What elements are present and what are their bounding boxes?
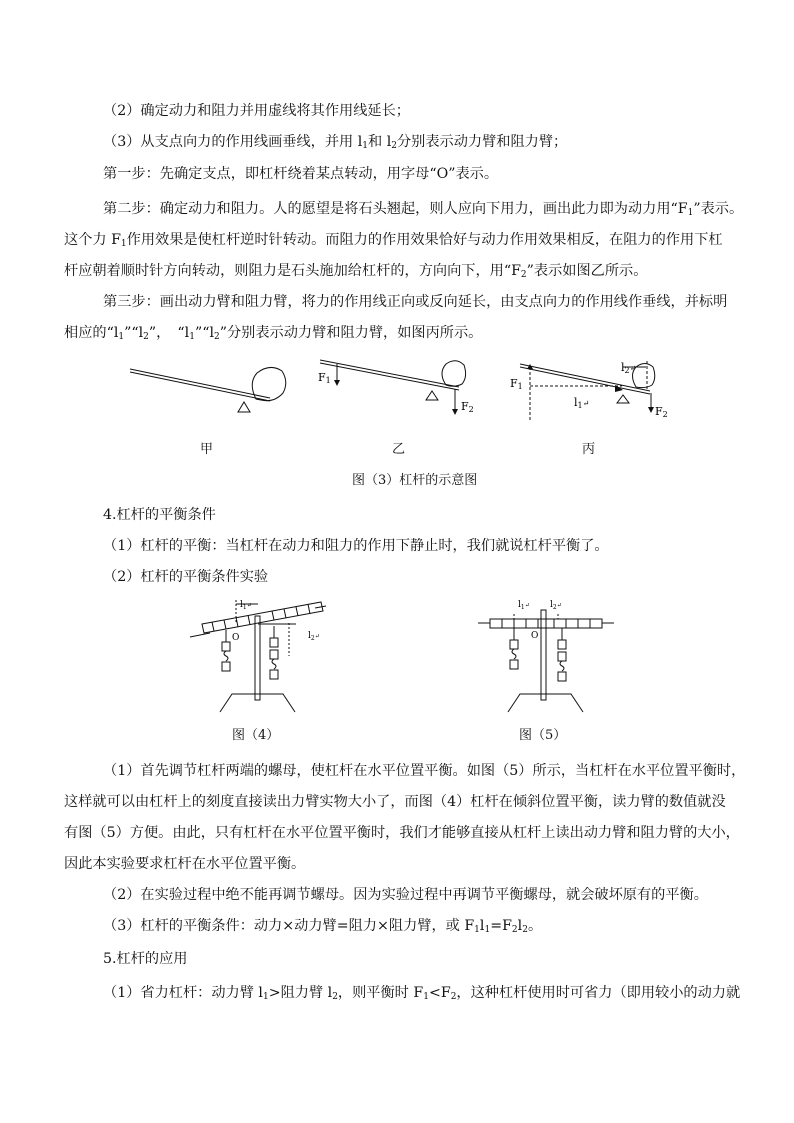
second-step-line-3: 杆应朝着顺时针方向转动，则阻力是石头施加给杠杆的，方向向下，用“$F_2$”表示如图乙所示。: [64, 263, 648, 280]
fulcrum-bing-icon: [617, 395, 629, 403]
svg-text:F2: F2: [655, 405, 668, 419]
experiment-heading: （2）杠杆的平衡条件实验: [103, 569, 269, 585]
lever-yi: [320, 360, 466, 411]
figure-3-caption: 图（3）杠杆的示意图: [352, 473, 478, 488]
paragraph-line-1: （1）首先调节杠杆两端的螺母，使杠杆在水平位置平衡。如图（5）所示，当杠杆在水平位置平衡时，: [103, 763, 746, 779]
fulcrum-yi-icon: [426, 391, 438, 400]
svg-text:F1: F1: [318, 371, 331, 385]
svg-text:l1↵: l1↵: [574, 396, 590, 410]
svg-text:l2↵: $l_2^↵$: [550, 600, 562, 611]
balance-definition: （1）杠杆的平衡：当杠杆在动力和阻力的作用下静止时，我们就说杠杆平衡了。: [103, 538, 609, 554]
step-3-text: （3）从支点向力的作用线画垂线，并用 $l_1$和 $l_2$分别表示动力臂和阻力臂；: [103, 134, 568, 151]
figure-5-diagram: [476, 596, 616, 716]
figure-label-yi: 乙: [392, 442, 406, 457]
paragraph-line-3: 有图（5）方便。由此，只有杠杆在水平位置平衡时，我们才能够直接从杠杆上读出动力臂和阻力臂的大小，: [64, 825, 740, 841]
force-saving-lever-text: （1）省力杠杆：动力臂 $l_1>$阻力臂 $l_2$，则平衡时 $F_1<F_2$，这种杠杆使用时可省力（即用较小的动力就: [103, 985, 741, 1002]
figure-label-bing: 丙: [582, 442, 596, 457]
svg-text:F1: F1: [510, 377, 523, 391]
figure-label-jia: 甲: [200, 442, 214, 457]
third-step-line-1: 第三步：画出动力臂和阻力臂，将力的作用线正向或反向延长，由支点向力的作用线作垂线，并标明: [103, 294, 728, 310]
fulcrum-jia-icon: [238, 402, 250, 412]
rock-yi-icon: [442, 361, 466, 387]
second-step-line-2: 这个力 $F_1$作用效果是使杠杆逆时针转动。而阻力的作用效果恰好与动力作用效果相反，在阻力的作用下杠: [64, 232, 723, 249]
lever-jia: [130, 367, 286, 412]
figure-4-caption: 图（4）: [232, 728, 280, 743]
figure-5-caption: 图（5）: [519, 728, 567, 743]
third-step-line-2: 相应的“$l_1”“l_2$”， “$l_1”“l_2$”分别表示动力臂和阻力臂，如图丙所示。: [64, 325, 483, 342]
section-5-heading: 5.杠杆的应用: [103, 951, 188, 967]
first-step-text: 第一步：先确定支点，即杠杆绕着某点转动，用字母“O”表示。: [103, 166, 499, 182]
svg-text:l2↵: l2↵: [621, 361, 637, 375]
svg-text:l1↵: $l_1^↵$: [240, 600, 252, 611]
svg-text:O: O: [531, 631, 539, 641]
step-2-text: （2）确定动力和阻力并用虚线将其作用线延长；: [103, 103, 410, 119]
section-4-heading: 4.杠杆的平衡条件: [103, 507, 216, 523]
svg-text:l2↵: $l_2^↵$: [308, 631, 320, 642]
paragraph-line-4: 因此本实验要求杠杆在水平位置平衡。: [64, 856, 306, 872]
balance-condition-text: （3）杠杆的平衡条件：动力×动力臂=阻力×阻力臂，或 $F_1l_1=F_2l_2$。: [103, 918, 543, 935]
figure-3-diagrams: [0, 355, 794, 455]
svg-text:l1↵: $l_1^↵$: [518, 600, 530, 611]
second-step-line-1: 第二步：确定动力和阻力。人的愿望是将石头翘起，则人应向下用力，画出此力即为动力用“$F_1$”表示。: [103, 201, 744, 218]
no-adjust-text: （2）在实验过程中绝不能再调节螺母。因为实验过程中再调节平衡螺母，就会破坏原有的平衡。: [103, 887, 708, 903]
svg-text:F2: F2: [461, 400, 474, 414]
svg-text:O: O: [232, 633, 240, 643]
figure-4-diagram: [188, 596, 328, 716]
paragraph-line-2: 这样就可以由杠杆上的刻度直接读出力臂实物大小了，而图（4）杠杆在倾斜位置平衡，读力臂的数值就没: [64, 794, 726, 810]
